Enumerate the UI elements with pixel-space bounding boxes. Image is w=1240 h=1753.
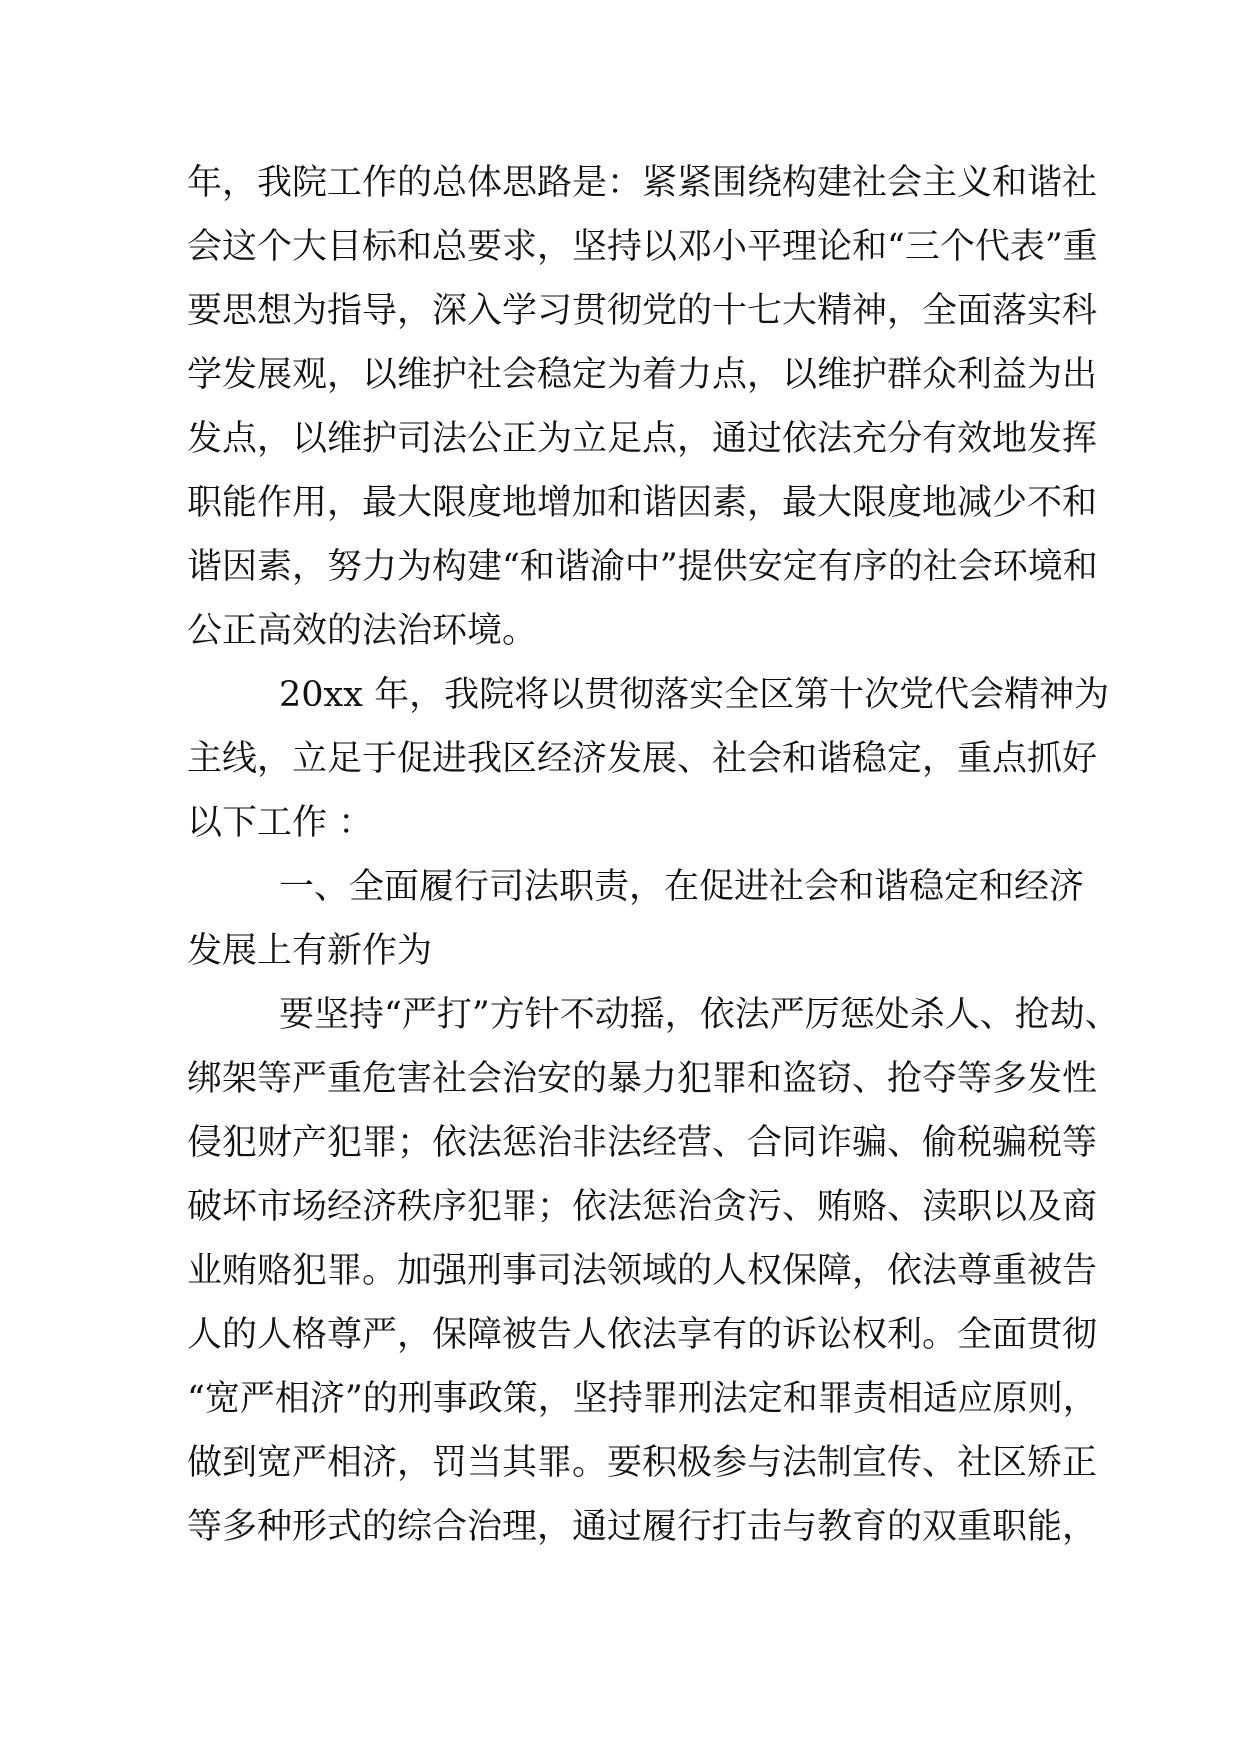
text-line: 年，我院工作的总体思路是：紧紧围绕构建社会主义和谐社 — [187, 163, 1098, 203]
text-line: 人的人格尊严，保障被告人依法享有的诉讼权利。全面贯彻 — [187, 1315, 1098, 1355]
text-line: 会这个大目标和总要求，坚持以邓小平理论和“三个代表”重 — [187, 227, 1098, 267]
text-line: 发展上有新作为 — [187, 931, 433, 971]
text-line: 谐因素，努力为构建“和谐渝中”提供安定有序的社会环境和 — [187, 547, 1098, 587]
text-line: 公正高效的法治环境。 — [187, 611, 538, 651]
text-line: 一、全面履行司法职责，在促进社会和谐稳定和经济 — [279, 867, 1085, 907]
text-line: 做到宽严相济，罚当其罪。要积极参与法制宣传、社区矫正 — [187, 1443, 1098, 1483]
text-line: 学发展观，以维护社会稳定为着力点，以维护群众利益为出 — [187, 355, 1098, 395]
text-line: 主线，立足于促进我区经济发展、社会和谐稳定，重点抓好 — [187, 739, 1098, 779]
document-body — [187, 151, 1120, 1559]
text-line: 侵犯财产犯罪；依法惩治非法经营、合同诈骗、偷税骗税等 — [187, 1123, 1098, 1163]
text-line: 绑架等严重危害社会治安的暴力犯罪和盗窃、抢夺等多发性 — [187, 1059, 1098, 1099]
paragraph-overall-approach — [187, 151, 1098, 663]
text-line: “宽严相济”的刑事政策，坚持罪刑法定和罪责相适应原则， — [187, 1379, 1098, 1419]
text-line: 职能作用，最大限度地增加和谐因素，最大限度地减少不和 — [187, 483, 1098, 523]
text-line: 业贿赂犯罪。加强刑事司法领域的人权保障，依法尊重被告 — [187, 1251, 1098, 1291]
paragraph-strike-hard — [187, 983, 1120, 1559]
section-heading-one — [187, 855, 1085, 983]
text-line: 要坚持“严打”方针不动摇，依法严厉惩处杀人、抢劫、 — [279, 995, 1120, 1035]
text-line: 等多种形式的综合治理，通过履行打击与教育的双重职能， — [187, 1507, 1098, 1547]
text-line: 发点，以维护司法公正为立足点，通过依法充分有效地发挥 — [187, 419, 1098, 459]
text-line: 以下工作 ： — [187, 803, 374, 843]
text-line: 破坏市场经济秩序犯罪；依法惩治贪污、贿赂、渎职以及商 — [187, 1187, 1098, 1227]
text-line: 20xx 年，我院将以贯彻落实全区第十次党代会精神为 — [279, 675, 1110, 715]
text-line: 要思想为指导，深入学习贯彻党的十七大精神，全面落实科 — [187, 291, 1098, 331]
paragraph-year-plan — [187, 663, 1110, 855]
